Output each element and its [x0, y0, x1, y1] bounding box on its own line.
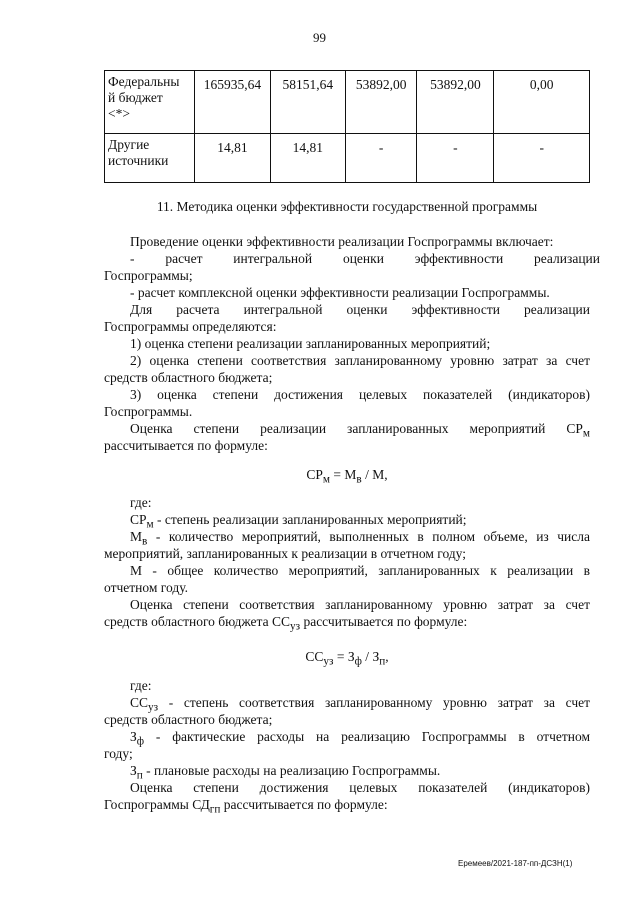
- definition: $З_п$ - плановые расходы на реализацию Госпрограммы.: [130, 763, 441, 782]
- numbered-item: 2) оценка степени соответствия запланированному уровню затрат за счет: [130, 353, 590, 368]
- row-label: Федеральны й бюджет <*>: [105, 71, 195, 134]
- table-cell: 0,00: [494, 71, 590, 134]
- table-cell: 14,81: [195, 134, 271, 183]
- numbered-item: 1) оценка степени реализации запланированных мероприятий;: [130, 336, 491, 351]
- definition: $СС_{уз}$ - степень соответствия запланированному уровню затрат за счет: [130, 695, 590, 714]
- paragraph: Проведение оценки эффективности реализации Госпрограммы включает:: [130, 234, 554, 249]
- definition: $З_ф$ - фактические расходы на реализацию Госпрограммы в отчетном: [130, 729, 591, 748]
- paragraph-continuation: Госпрограммы определяются:: [104, 319, 277, 334]
- text: Оценка степени реализации запланированных мероприятий: [130, 421, 546, 436]
- paragraph: Для расчета интегральной оценки эффективности реализации: [130, 302, 590, 317]
- list-item-continuation: Госпрограммы;: [104, 268, 193, 283]
- page-number: 99: [313, 30, 326, 45]
- funding-table: [104, 70, 590, 183]
- paragraph: Оценка степени достижения целевых показателей (индикаторов): [130, 780, 590, 795]
- definition-continuation: мероприятий, запланированных к реализации в отчетном году;: [104, 546, 467, 561]
- paragraph-continuation: Госпрограммы $СД_{гп}$ рассчитывается по формуле:: [104, 797, 388, 816]
- paragraph: Оценка степени соответствия запланированному уровню затрат за счет: [130, 597, 590, 612]
- paragraph-continuation: средств областного бюджета $СС_{уз}$ рассчитывается по формуле:: [104, 614, 468, 633]
- table-cell: -: [417, 134, 494, 183]
- table-cell: -: [345, 134, 416, 183]
- definition-continuation: году;: [104, 746, 133, 761]
- definition: $М_в$ - количество мероприятий, выполненных в полном объеме, из числа: [130, 529, 591, 548]
- table-cell: 58151,64: [270, 71, 345, 134]
- definition-continuation: средств областного бюджета;: [104, 712, 273, 727]
- definition-continuation: отчетном году.: [104, 580, 188, 595]
- table-cell: 165935,64: [195, 71, 271, 134]
- symbol: СР: [566, 421, 583, 436]
- row-label: Другие источники: [105, 134, 195, 183]
- subscript: м: [582, 427, 590, 440]
- table-row: [105, 71, 590, 134]
- list-item: - расчет интегральной оценки эффективности реализации: [130, 251, 600, 266]
- numbered-item-continuation: средств областного бюджета;: [104, 370, 273, 385]
- numbered-item: 3) оценка степени достижения целевых показателей (индикаторов): [130, 387, 590, 402]
- paragraph: где:: [130, 678, 152, 693]
- numbered-item-continuation: Госпрограммы.: [104, 404, 193, 419]
- formula: $СР_м = М_в / М$,: [306, 467, 388, 486]
- table-row: [105, 134, 590, 183]
- table-cell: 14,81: [270, 134, 345, 183]
- document-reference: Еремеев/2021-187-пп-ДСЗН(1): [458, 859, 573, 868]
- definition: М - общее количество мероприятий, запланированных к реализации в: [130, 563, 590, 578]
- table-cell: 53892,00: [345, 71, 416, 134]
- formula: $СС_{уз} = З_ф / З_п$,: [305, 649, 389, 668]
- section-heading: 11. Методика оценки эффективности государственной программы: [156, 199, 538, 214]
- definition: $СР_м$ - степень реализации запланированных мероприятий;: [130, 512, 467, 531]
- list-item: - расчет комплексной оценки эффективности реализации Госпрограммы.: [130, 285, 550, 300]
- paragraph-continuation: рассчитывается по формуле:: [104, 438, 268, 453]
- table-cell: 53892,00: [417, 71, 494, 134]
- table-cell: -: [494, 134, 590, 183]
- paragraph: где:: [130, 495, 152, 510]
